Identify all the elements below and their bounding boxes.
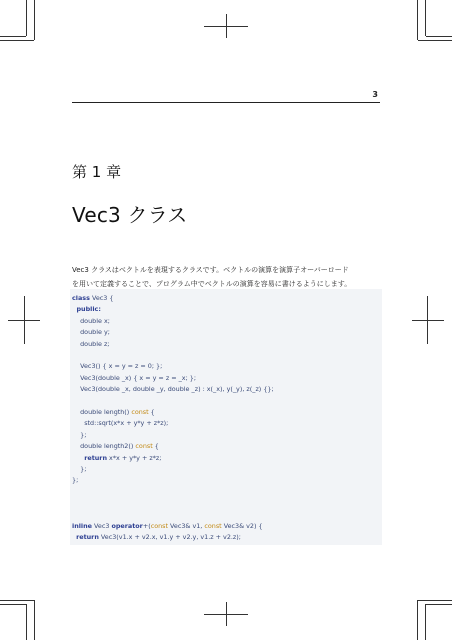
intro-paragraph bbox=[72, 264, 382, 291]
code-token: inline bbox=[72, 522, 93, 530]
code-token: Vec3(v1.x + v2.x, v1.y + v2.y, v1.z + v2.z); bbox=[98, 533, 241, 542]
crop-mark bbox=[417, 0, 418, 40]
code-token: const bbox=[131, 408, 149, 416]
code-token: double length2() bbox=[72, 442, 136, 451]
code-token: double x; bbox=[72, 316, 110, 325]
code-token: public: bbox=[72, 305, 101, 314]
code-token: const bbox=[150, 522, 169, 530]
code-token: const bbox=[204, 522, 222, 530]
crop-mark bbox=[418, 600, 452, 601]
crop-mark bbox=[417, 600, 418, 640]
code-line bbox=[72, 339, 109, 349]
code-token: }; bbox=[72, 476, 79, 485]
crop-mark bbox=[26, 604, 27, 640]
crop-mark bbox=[426, 36, 452, 37]
crop-mark bbox=[425, 0, 426, 36]
crop-mark bbox=[426, 604, 452, 605]
code-token: double z; bbox=[72, 339, 110, 348]
code-line bbox=[72, 430, 86, 440]
code-token: class bbox=[72, 294, 90, 302]
code-line bbox=[72, 407, 155, 417]
code-line bbox=[72, 293, 113, 303]
intro-line: を用いて定義することで、プログラム中でベクトルの演算を容易に書けるようにします。 bbox=[72, 279, 352, 288]
code-line bbox=[72, 304, 101, 314]
intro-line: Vec3 クラスはベクトルを表現するクラスです。ベクトルの演算を演算子オーバーロード bbox=[72, 266, 349, 274]
page-number: 3 bbox=[372, 90, 378, 99]
code-line bbox=[72, 418, 168, 428]
code-line bbox=[72, 464, 86, 474]
code-token: Vec3& v2) { bbox=[221, 522, 263, 530]
code-token: { bbox=[152, 442, 159, 451]
crop-mark bbox=[34, 600, 35, 640]
code-line bbox=[72, 316, 110, 326]
code-token bbox=[72, 454, 84, 462]
code-token: double y; bbox=[72, 328, 110, 337]
code-line bbox=[72, 384, 274, 394]
crop-mark bbox=[204, 26, 248, 27]
code-line bbox=[72, 441, 159, 451]
chapter-label: 第 1 章 bbox=[72, 163, 122, 181]
code-token: Vec3 { bbox=[89, 294, 114, 302]
code-token: }; bbox=[72, 465, 87, 473]
crop-mark bbox=[0, 36, 26, 37]
header-rule bbox=[72, 102, 380, 103]
code-token: const bbox=[135, 442, 153, 451]
chapter-title: Vec3 クラス bbox=[72, 203, 188, 227]
code-line bbox=[72, 373, 196, 383]
code-token: return bbox=[84, 453, 107, 462]
crop-mark bbox=[0, 604, 26, 605]
crop-mark bbox=[204, 614, 248, 615]
code-line bbox=[72, 532, 241, 542]
crop-mark bbox=[34, 0, 35, 40]
code-token: std::sqrt(x*x + y*y + z*z); bbox=[72, 419, 169, 428]
code-token: Vec3 bbox=[92, 522, 112, 530]
crop-mark bbox=[26, 0, 27, 36]
code-line bbox=[72, 361, 162, 371]
code-token: operator bbox=[111, 522, 143, 530]
crop-mark bbox=[8, 320, 40, 321]
code-token: +( bbox=[142, 522, 151, 530]
code-token: { bbox=[148, 408, 155, 416]
code-token: Vec3& v1, bbox=[168, 522, 205, 530]
crop-mark bbox=[418, 40, 452, 41]
crop-mark bbox=[0, 40, 34, 41]
code-line bbox=[72, 327, 110, 337]
code-token: Vec3(double _x, double _y, double _z) : x(_x), y(_y), z(_z) {}; bbox=[72, 385, 274, 394]
crop-mark bbox=[0, 600, 34, 601]
crop-mark bbox=[425, 604, 426, 640]
code-line bbox=[72, 521, 263, 531]
code-token: return bbox=[76, 533, 99, 542]
code-token: }; bbox=[72, 430, 87, 439]
code-token: double length() bbox=[72, 408, 132, 416]
crop-mark bbox=[412, 320, 444, 321]
code-token: Vec3() { x = y = z = 0; }; bbox=[72, 362, 163, 371]
code-token: x*x + y*y + z*z; bbox=[107, 453, 162, 462]
code-line bbox=[72, 475, 78, 485]
code-line bbox=[72, 453, 161, 463]
code-block bbox=[70, 289, 382, 545]
code-token: Vec3(double _x) { x = y = z = _x; }; bbox=[72, 373, 196, 382]
